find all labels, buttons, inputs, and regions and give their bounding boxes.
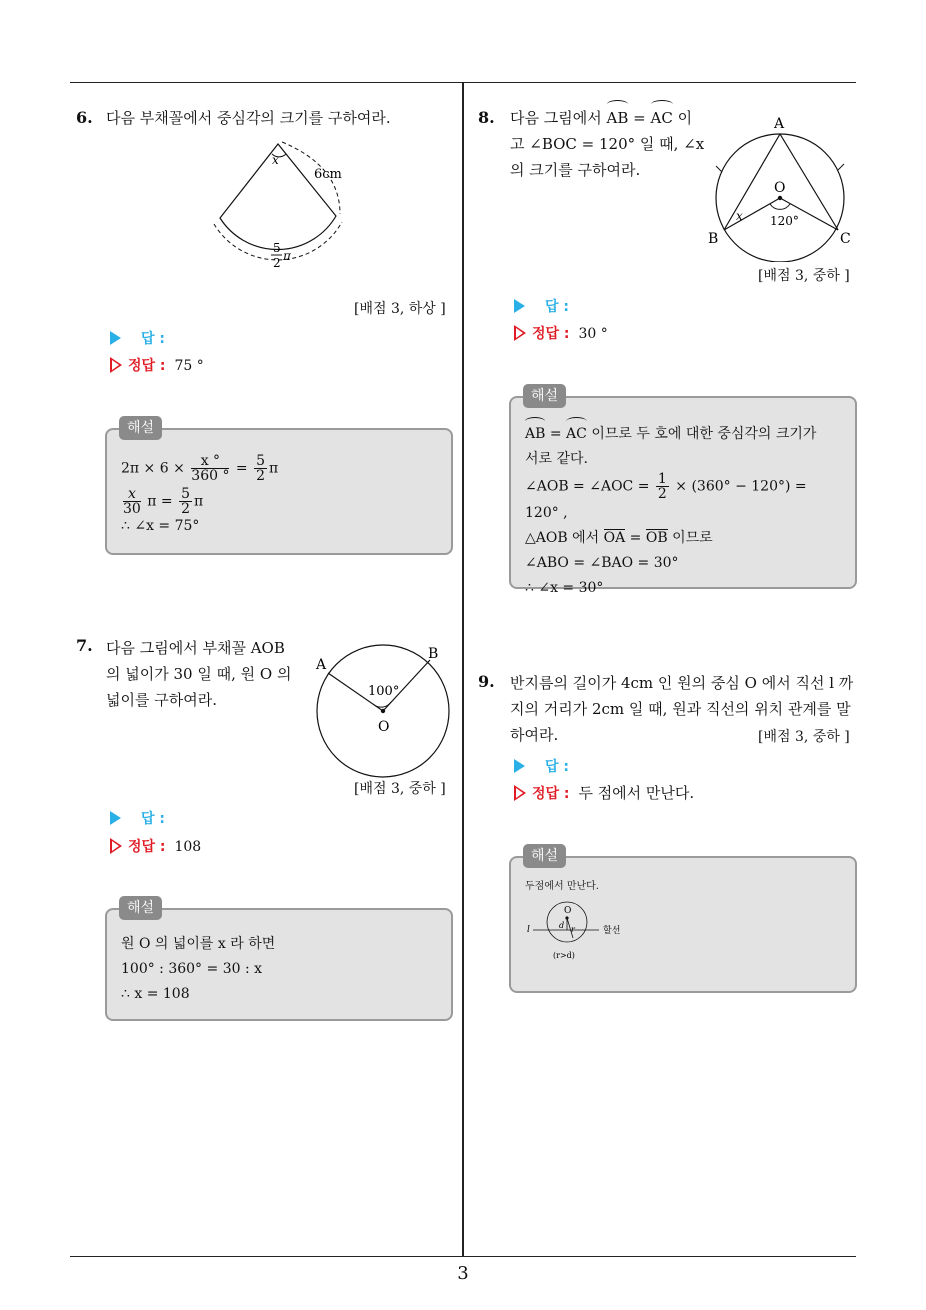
text: 이므로 bbox=[672, 530, 713, 546]
key-value: 30 ° bbox=[578, 326, 608, 342]
text-line: 지의 거리가 2cm 일 때, 원과 직선의 위치 관계를 말 bbox=[510, 700, 851, 718]
answer-field[interactable] bbox=[110, 808, 165, 828]
text: 이 bbox=[677, 109, 693, 127]
solution-tag: 해설 bbox=[523, 384, 566, 408]
denominator: 2 bbox=[181, 501, 191, 517]
arc-AB: AB bbox=[607, 105, 629, 131]
fraction bbox=[656, 472, 669, 501]
pi: π bbox=[194, 493, 204, 510]
inscribed-figure bbox=[700, 112, 860, 262]
segment-OA: OA bbox=[603, 530, 626, 546]
secant-label: 할선 bbox=[603, 926, 621, 936]
denominator: 2 bbox=[256, 468, 266, 484]
solution-box bbox=[105, 900, 453, 1021]
key-label: 정답 : bbox=[128, 358, 166, 374]
distance-d: d bbox=[559, 921, 565, 930]
solution-box bbox=[509, 848, 857, 993]
text: △AOB 에서 bbox=[525, 530, 600, 546]
equals: = bbox=[549, 426, 562, 442]
denominator: 30 bbox=[123, 501, 141, 517]
answer-field[interactable] bbox=[110, 328, 165, 348]
solution-line: ∴ ∠x = 75° bbox=[121, 518, 200, 534]
key-label: 정답 : bbox=[128, 839, 166, 855]
point-B: B bbox=[428, 646, 439, 662]
arc-AC: AC bbox=[566, 422, 587, 447]
question-number: 8. bbox=[478, 108, 495, 127]
point-C: C bbox=[840, 231, 851, 247]
sector-figure bbox=[200, 136, 360, 272]
key-value: 108 bbox=[174, 839, 202, 855]
arc-AB: AB bbox=[525, 422, 545, 447]
solution-line: 서로 같다. bbox=[525, 451, 588, 467]
angle-x-label: x bbox=[272, 153, 279, 167]
center-O: O bbox=[378, 719, 390, 735]
numerator: x ° bbox=[191, 454, 229, 469]
key-label: 정답 : bbox=[532, 326, 570, 342]
solution-title: 두점에서 만난다. bbox=[525, 881, 599, 892]
radius-r: r bbox=[571, 925, 575, 934]
outline-triangle-icon bbox=[110, 357, 122, 373]
expr: π = bbox=[147, 493, 173, 510]
center-O: O bbox=[564, 906, 572, 916]
numerator: 5 bbox=[181, 486, 191, 502]
numerator: 1 bbox=[657, 471, 667, 487]
point-B: B bbox=[708, 231, 719, 247]
solution-box bbox=[509, 388, 857, 596]
answer-field[interactable] bbox=[514, 296, 569, 316]
angle-label: 100° bbox=[368, 684, 400, 699]
text-line: 반지름의 길이가 4cm 인 원의 중심 O 에서 직선 l 까 bbox=[510, 674, 854, 692]
line-l: l bbox=[527, 925, 530, 935]
center-O: O bbox=[774, 180, 786, 196]
score: [배점 3, 중하 ] bbox=[758, 268, 850, 284]
outline-triangle-icon bbox=[514, 325, 526, 341]
answer-label: 답 : bbox=[141, 331, 165, 347]
arc-AC: AC bbox=[651, 105, 673, 131]
text-line: 넓이를 구하여라. bbox=[106, 691, 217, 709]
footer-rule bbox=[70, 1256, 856, 1257]
play-icon bbox=[110, 811, 121, 825]
solution-tag: 해설 bbox=[523, 844, 566, 868]
answer-key bbox=[514, 782, 694, 803]
answer-label: 답 : bbox=[141, 811, 165, 827]
equals: = bbox=[633, 109, 646, 127]
arc-num: 5 bbox=[273, 241, 281, 255]
answer-key bbox=[110, 836, 201, 856]
column-divider bbox=[462, 83, 464, 1257]
solution-line: ∴ ∠x = 30° bbox=[525, 580, 604, 596]
expr: × (360° − 120°) = 120° , bbox=[525, 478, 807, 521]
answer-label: 답 : bbox=[545, 299, 569, 315]
equals: = bbox=[629, 530, 642, 546]
key-value: 75 ° bbox=[174, 358, 204, 374]
text: 이므로 두 호에 대한 중심각의 크기가 bbox=[591, 426, 817, 442]
text-line: 의 크기를 구하여라. bbox=[510, 161, 641, 179]
solution-tag: 해설 bbox=[119, 416, 162, 440]
play-icon bbox=[514, 759, 525, 773]
text-line: 하여라. bbox=[510, 726, 559, 744]
condition-label: (r>d) bbox=[553, 951, 575, 960]
arc-pi: π bbox=[283, 249, 291, 263]
score: [배점 3, 중하 ] bbox=[758, 729, 850, 745]
question-number: 9. bbox=[478, 672, 495, 691]
play-icon bbox=[514, 299, 525, 313]
text-line bbox=[510, 105, 710, 131]
point-A: A bbox=[774, 116, 785, 132]
radius-label: 6cm bbox=[314, 167, 342, 182]
question-text bbox=[106, 635, 306, 713]
solution-line bbox=[121, 454, 437, 483]
key-value: 두 점에서 만난다. bbox=[578, 784, 695, 802]
equals: = bbox=[235, 460, 248, 477]
answer-field[interactable] bbox=[514, 756, 569, 776]
page-number: 3 bbox=[457, 1263, 469, 1284]
solution-tag: 해설 bbox=[119, 896, 162, 920]
solution-line: ∴ x = 108 bbox=[121, 986, 190, 1002]
solution-line bbox=[525, 526, 841, 551]
solution-line: 원 O 의 넓이를 x 라 하면 bbox=[121, 936, 276, 952]
solution-line bbox=[121, 487, 437, 516]
numerator: x bbox=[123, 487, 141, 502]
expr: 2π × 6 × bbox=[121, 460, 185, 477]
key-label: 정답 : bbox=[532, 786, 570, 802]
solution-line: 100° : 360° = 30 : x bbox=[121, 961, 263, 977]
fraction bbox=[123, 487, 141, 516]
solution-line bbox=[525, 422, 841, 447]
answer-key bbox=[110, 355, 204, 375]
answer-label: 답 : bbox=[545, 759, 569, 775]
text-line: 의 넓이가 30 일 때, 원 O 의 bbox=[106, 665, 292, 683]
question-text: 다음 부채꼴에서 중심각의 크기를 구하여라. bbox=[106, 109, 391, 127]
denominator: 2 bbox=[657, 486, 667, 502]
outline-triangle-icon bbox=[514, 785, 526, 801]
expr: ∠AOB = ∠AOC = bbox=[525, 478, 650, 495]
arc-den: 2 bbox=[273, 256, 281, 270]
numerator: 5 bbox=[256, 453, 266, 469]
question-text bbox=[510, 105, 710, 183]
play-icon bbox=[110, 331, 121, 345]
question-number: 6. bbox=[76, 108, 93, 127]
angle-label: 120° bbox=[770, 214, 799, 228]
denominator: 360 ° bbox=[191, 468, 230, 484]
text-line: 다음 그림에서 부채꼴 AOB bbox=[106, 639, 285, 657]
score: [배점 3, 중하 ] bbox=[354, 781, 446, 797]
pi: π bbox=[269, 460, 279, 477]
fraction bbox=[191, 454, 229, 483]
text: 다음 그림에서 bbox=[510, 109, 602, 127]
question-number: 7. bbox=[76, 636, 93, 655]
segment-OB: OB bbox=[645, 530, 668, 546]
score: [배점 3, 하상 ] bbox=[354, 301, 446, 317]
fraction bbox=[254, 454, 267, 483]
solution-line: ∠ABO = ∠BAO = 30° bbox=[525, 555, 679, 571]
point-A: A bbox=[316, 657, 327, 673]
answer-key bbox=[514, 323, 608, 343]
angle-x-label: x bbox=[736, 209, 743, 223]
circle-figure bbox=[310, 640, 460, 780]
fraction bbox=[179, 487, 192, 516]
solution-line bbox=[525, 472, 841, 526]
outline-triangle-icon bbox=[110, 838, 122, 854]
secant-figure bbox=[525, 898, 645, 962]
text-line: 고 ∠BOC = 120° 일 때, ∠x bbox=[510, 135, 705, 153]
solution-box bbox=[105, 420, 453, 555]
